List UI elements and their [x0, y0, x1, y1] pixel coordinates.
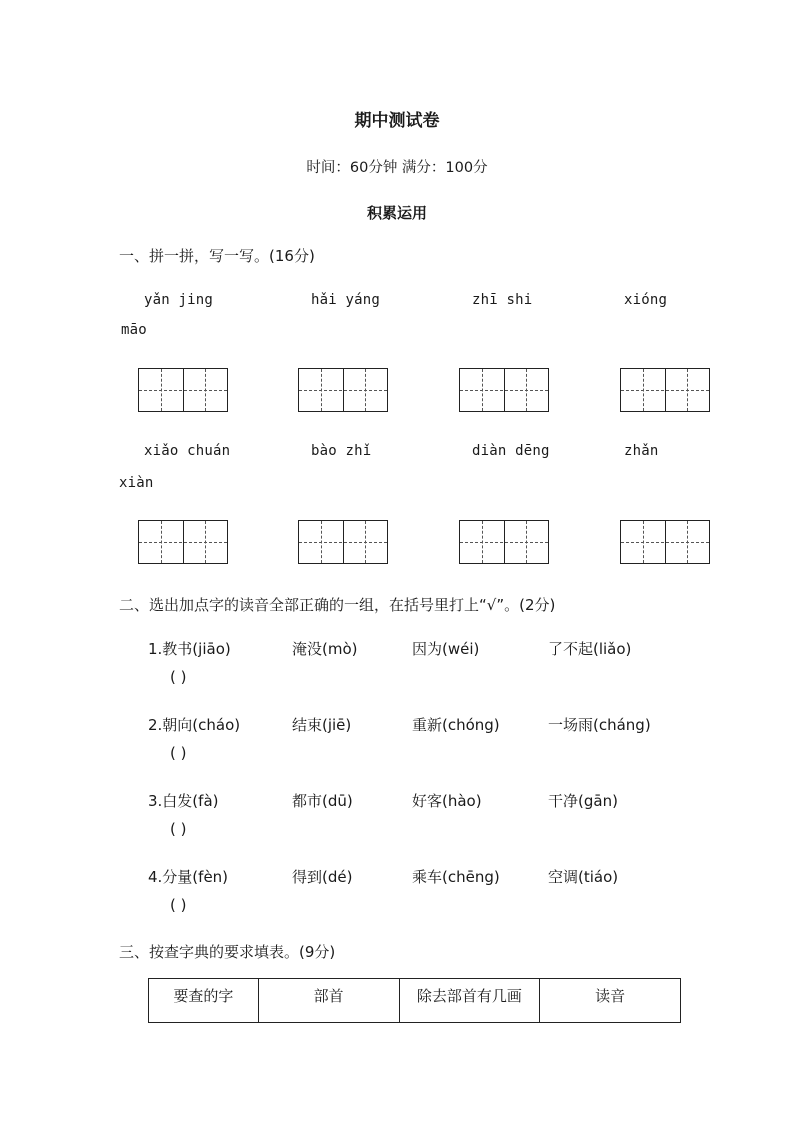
- q2-option: 都市(dū): [292, 792, 353, 810]
- pinyin-3: zhī shi: [472, 292, 533, 308]
- q2-option: 1.教书(jiāo): [148, 640, 231, 658]
- exam-time-score: 时间：60分钟 满分：100分: [306, 160, 488, 176]
- table-header-cell: 部首: [258, 979, 399, 1023]
- q2-option: 2.朝向(cháo): [148, 716, 241, 734]
- writing-grid[interactable]: [620, 368, 710, 412]
- writing-grid[interactable]: [138, 368, 228, 412]
- writing-grid[interactable]: [298, 368, 388, 412]
- q2-option: 了不起(liǎo): [548, 640, 632, 658]
- table-header-cell: 除去部首有几画: [399, 979, 540, 1023]
- answer-parentheses[interactable]: ( ): [170, 820, 187, 838]
- q2-option: 一场雨(cháng): [548, 716, 651, 734]
- q2-option: 淹没(mò): [292, 640, 358, 658]
- table-header-row: [149, 979, 681, 1023]
- pinyin-5: xiǎo chuán: [144, 443, 231, 459]
- q2-option: 重新(chóng): [412, 716, 500, 734]
- q2-heading: 二、选出加点字的读音全部正确的一组，在括号里打上“√”。(2分): [119, 596, 556, 614]
- q2-option: 因为(wéi): [412, 640, 480, 658]
- q2-option: 干净(gān): [548, 792, 618, 810]
- pinyin-7: diàn dēng: [472, 443, 550, 459]
- writing-grid[interactable]: [620, 520, 710, 564]
- q2-option: 4.分量(fèn): [148, 868, 229, 886]
- dictionary-table: [148, 978, 681, 1023]
- q2-option: 3.白发(fà): [148, 792, 219, 810]
- q1-heading: 一、拼一拼，写一写。(16分): [119, 247, 315, 265]
- writing-grid[interactable]: [298, 520, 388, 564]
- pinyin-4-wrap: māo: [121, 322, 147, 338]
- pinyin-1: yǎn jing: [144, 292, 214, 308]
- pinyin-8: zhǎn: [624, 443, 659, 459]
- q2-option: 得到(dé): [292, 868, 353, 886]
- answer-parentheses[interactable]: ( ): [170, 744, 187, 762]
- answer-parentheses[interactable]: ( ): [170, 896, 187, 914]
- writing-grid[interactable]: [459, 520, 549, 564]
- page-title: 期中测试卷: [354, 111, 440, 131]
- q2-option: 结束(jiē): [292, 716, 352, 734]
- q2-option: 乘车(chēng): [412, 868, 500, 886]
- pinyin-6: bào zhǐ: [311, 443, 372, 459]
- pinyin-8-wrap: xiàn: [119, 475, 154, 491]
- q2-option: 空调(tiáo): [548, 868, 619, 886]
- table-header-cell: 要查的字: [149, 979, 259, 1023]
- pinyin-4: xióng: [624, 292, 668, 308]
- writing-grid[interactable]: [138, 520, 228, 564]
- answer-parentheses[interactable]: ( ): [170, 668, 187, 686]
- section-heading: 积累运用: [366, 204, 427, 222]
- pinyin-2: hǎi yáng: [311, 292, 381, 308]
- writing-grid[interactable]: [459, 368, 549, 412]
- q3-heading: 三、按查字典的要求填表。(9分): [119, 943, 336, 961]
- table-header-cell: 读音: [540, 979, 681, 1023]
- q2-option: 好客(hào): [412, 792, 482, 810]
